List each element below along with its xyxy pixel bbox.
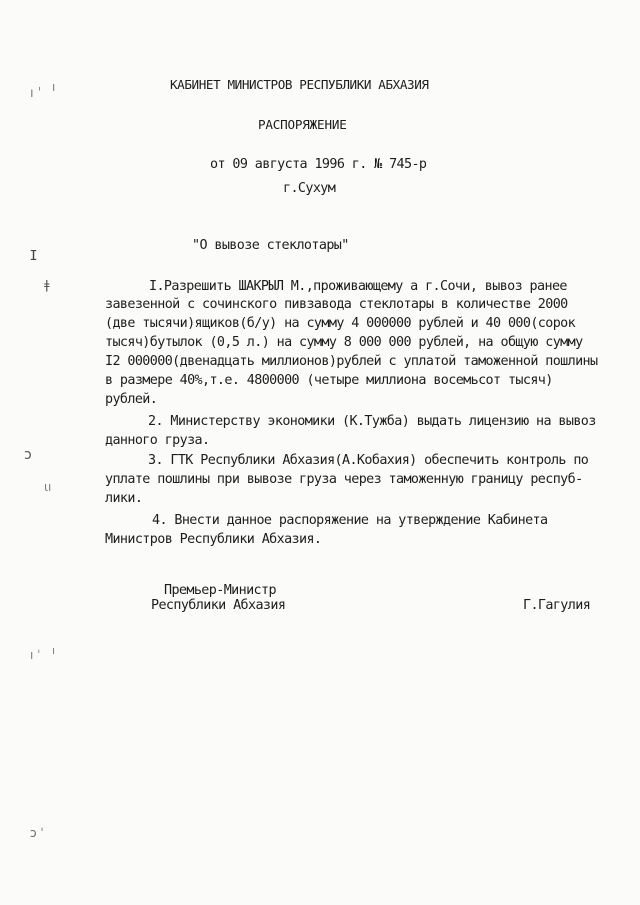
margin-mark: ı <box>52 644 56 657</box>
signatory-title-line2: Республики Абхазия <box>151 598 286 613</box>
item2-line2: данного груза. <box>105 433 210 448</box>
document-type: РАСПОРЯЖЕНИЕ <box>258 117 347 132</box>
item4-line1: 4. Внести данное распоряжение на утверждение Кабинета <box>152 513 548 528</box>
margin-mark: ⵊ <box>30 248 38 264</box>
margin-mark: ɩı <box>44 480 52 494</box>
margin-mark: ı <box>52 80 56 94</box>
margin-mark: ↄ <box>24 447 32 463</box>
item1-line1: I.Разрешить ШАКРЫЛ М.,проживающему а г.Сочи, вывоз ранее <box>149 279 567 294</box>
signatory-name: Г.Гагулия <box>523 598 591 613</box>
item1-line3: (две тысячи)ящиков(б/у) на сумму 4 000000 рублей и 40 000(сорок <box>105 316 576 331</box>
item4-line2: Министров Республики Абхазия. <box>105 532 322 547</box>
subject-line: "О вывозе стеклотары" <box>192 238 349 253</box>
item1-line6: в размере 40%,т.е. 4800000 (четыре миллиона восемьсот тысяч) <box>105 373 553 388</box>
margin-mark: ɔ ˈ <box>30 826 44 840</box>
margin-mark: ǂ <box>44 278 50 292</box>
city: г.Сухум <box>283 181 336 196</box>
date-and-number: от 09 августа 1996 г. № 745-р <box>210 157 427 172</box>
item1-line2: завезенной с сочинского пивзавода стеклотары в количестве 2000 <box>105 297 568 312</box>
signatory-title-line1: Премьер-Министр <box>164 583 276 598</box>
margin-mark: ı ˈ <box>30 86 42 101</box>
organization-heading: КАБИНЕТ МИНИСТРОВ РЕСПУБЛИКИ АБХАЗИЯ <box>170 77 429 92</box>
item1-line7: рублей. <box>105 392 158 407</box>
item1-line5: I2 000000(двенадцать миллионов)рублей с уплатой таможенной пошлины <box>105 354 598 369</box>
item3-line2: уплате пошлины при вывозе груза через таможенную границу респуб- <box>105 472 583 487</box>
margin-mark: ı ˈ <box>30 648 41 662</box>
item1-line4: тысяч)бутылок (0,5 л.) на сумму 8 000 000 рублей, на общую сумму <box>105 335 583 350</box>
item3-line3: лики. <box>105 491 143 506</box>
item2-line1: 2. Министерству экономики (К.Тужба) выдать лицензию на вывоз <box>148 414 596 429</box>
item3-line1: 3. ГТК Республики Абхазия(А.Кобахия) обеспечить контроль по <box>148 453 589 468</box>
